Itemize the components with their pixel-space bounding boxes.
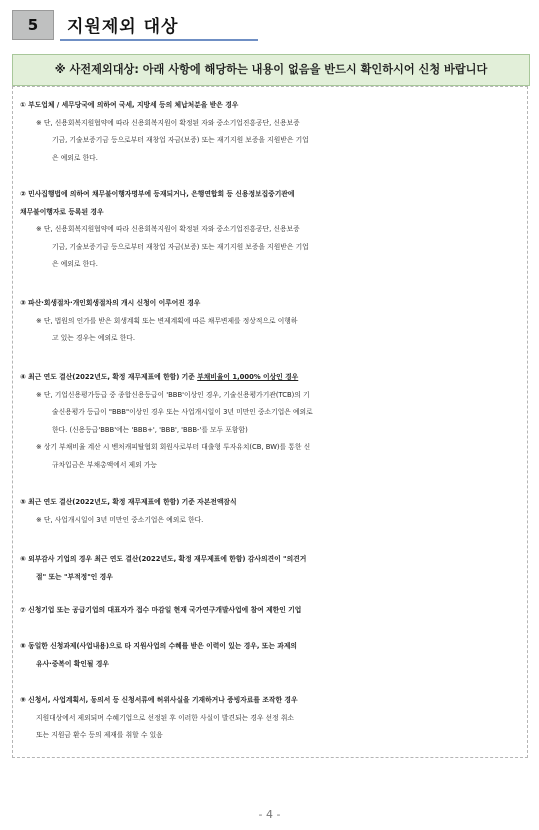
item-note: 기금, 기술보증기금 등으로부터 재창업 자금(보증) 또는 재기지원 보증을 지원받은 기업 — [52, 242, 309, 251]
item-note: 기금, 기술보증기금 등으로부터 재창업 자금(보증) 또는 재기지원 보증을 지원받은 기업 — [52, 136, 309, 144]
section-title: 지원제외 대상 — [67, 17, 179, 37]
item-number: ④ — [20, 373, 26, 381]
item-title-cont: 절" 또는 "부적정"인 경우 — [36, 572, 113, 581]
exclusion-item-7 — [20, 602, 524, 620]
item-note: ※ 단, 신용회복지원협약에 따라 신용회복지원이 확정된 자와 중소기업진흥공단, 신용보증 — [36, 225, 300, 233]
exclusion-item-1 — [20, 97, 524, 167]
item-note: ※ 상기 부채비율 계산 시 벤처캐피탈협회 회원사로부터 대출형 투자유치(CB, BW)를 통한 신 — [36, 443, 311, 451]
title-underline — [60, 39, 258, 41]
item-note: ※ 단, 기업신용평가등급 중 종합신용등급이 'BBB'이상인 경우, 기술신용평가기관(TCB)의 기 — [36, 390, 310, 399]
page-number: - 4 - — [258, 808, 281, 821]
item-note: 술신용평가 등급이 "BBB"이상인 경우 또는 사업개시일이 3년 미만인 중소기업은 예외로 — [52, 408, 313, 416]
item-detail: 지원대상에서 제외되며 수혜기업으로 선정된 후 이러한 사실이 발견되는 경우 선정 취소 — [36, 713, 294, 722]
exclusion-item-6 — [20, 551, 524, 586]
item-number: ⑤ — [20, 498, 26, 506]
item-detail: 또는 지원금 환수 등의 제재를 취할 수 있음 — [36, 731, 163, 739]
item-number: ⑧ — [20, 642, 26, 650]
exclusion-item-4 — [20, 369, 524, 474]
item-title: 신청기업 또는 공급기업의 대표자가 접수 마감일 현재 국가연구개발사업에 참여 제한인 기업 — [28, 606, 302, 614]
item-title: 신청서, 사업계획서, 동의서 등 신청서류에 허위사실을 기재하거나 증빙자료를 조작한 경우 — [28, 696, 298, 704]
item-number: ① — [20, 101, 26, 109]
exclusion-item-8 — [20, 638, 524, 673]
item-note: ※ 단, 법원의 인가를 받은 회생계획 또는 변제계획에 따른 채무변제를 정상적으로 이행하 — [36, 316, 298, 325]
item-title-cont: 채무불이행자로 등록된 경우 — [20, 207, 104, 216]
item-number: ⑦ — [20, 606, 26, 614]
item-title-underlined: 부채비율이 1,000% 이상인 경우 — [197, 373, 299, 381]
exclusion-item-3 — [20, 295, 524, 348]
item-note: 은 예외로 한다. — [52, 153, 98, 162]
item-title: 최근 연도 결산(2022년도, 확정 재무제표에 한함) 기준 자본전액잠식 — [28, 498, 237, 506]
item-note: ※ 단, 신용회복지원협약에 따라 신용회복지원이 확정된 자와 중소기업진흥공단, 신용보증 — [36, 118, 300, 127]
item-note: 은 예외로 한다. — [52, 260, 98, 268]
section-header — [12, 10, 252, 40]
item-note: ※ 단, 사업개시일이 3년 미만인 중소기업은 예외로 한다. — [36, 515, 204, 524]
exclusion-item-2 — [20, 186, 524, 274]
item-number: ⑨ — [20, 696, 26, 704]
item-note: 한다. (신용등급'BBB'에는 'BBB+', 'BBB', 'BBB-'를 모두 포함함) — [52, 425, 248, 434]
item-title-cont: 유사·중복이 확인될 경우 — [36, 659, 109, 668]
item-title: 부도업체 / 세무당국에 의하여 국세, 지방세 등의 체납처분을 받은 경우 — [28, 101, 239, 109]
item-title: 파산·회생절차·개인회생절차의 개시 신청이 이루어진 경우 — [28, 299, 201, 307]
exclusion-item-5 — [20, 494, 524, 529]
exclusion-item-9 — [20, 692, 524, 745]
item-title: 민사집행법에 의하여 채무불이행자명부에 등재되거나, 은행연합회 등 신용정보집중기관에 — [28, 190, 295, 198]
item-title: 동일한 신청과제(사업내용)으로 타 지원사업의 수혜를 받은 이력이 있는 경우, 또는 과제의 — [28, 642, 297, 650]
section-number: 5 — [12, 10, 54, 40]
item-title: 외부감사 기업의 경우 최근 연도 결산(2022년도, 확정 재무제표에 한함) 감사의견이 "의견거 — [28, 555, 307, 563]
item-note: 규차입금은 부채총액에서 제외 가능 — [52, 460, 157, 469]
notice-banner: ※ 사전제외대상: 아래 사항에 해당하는 내용이 없음을 반드시 확인하시어 신청 바랍니다 — [12, 54, 530, 86]
item-note: 고 있는 경우는 예외로 한다. — [52, 334, 136, 342]
item-number: ⑥ — [20, 555, 26, 563]
item-number: ② — [20, 190, 26, 198]
item-title: 최근 연도 결산(2022년도, 확정 재무제표에 한함) 기준 — [28, 373, 198, 381]
item-number: ③ — [20, 299, 26, 307]
